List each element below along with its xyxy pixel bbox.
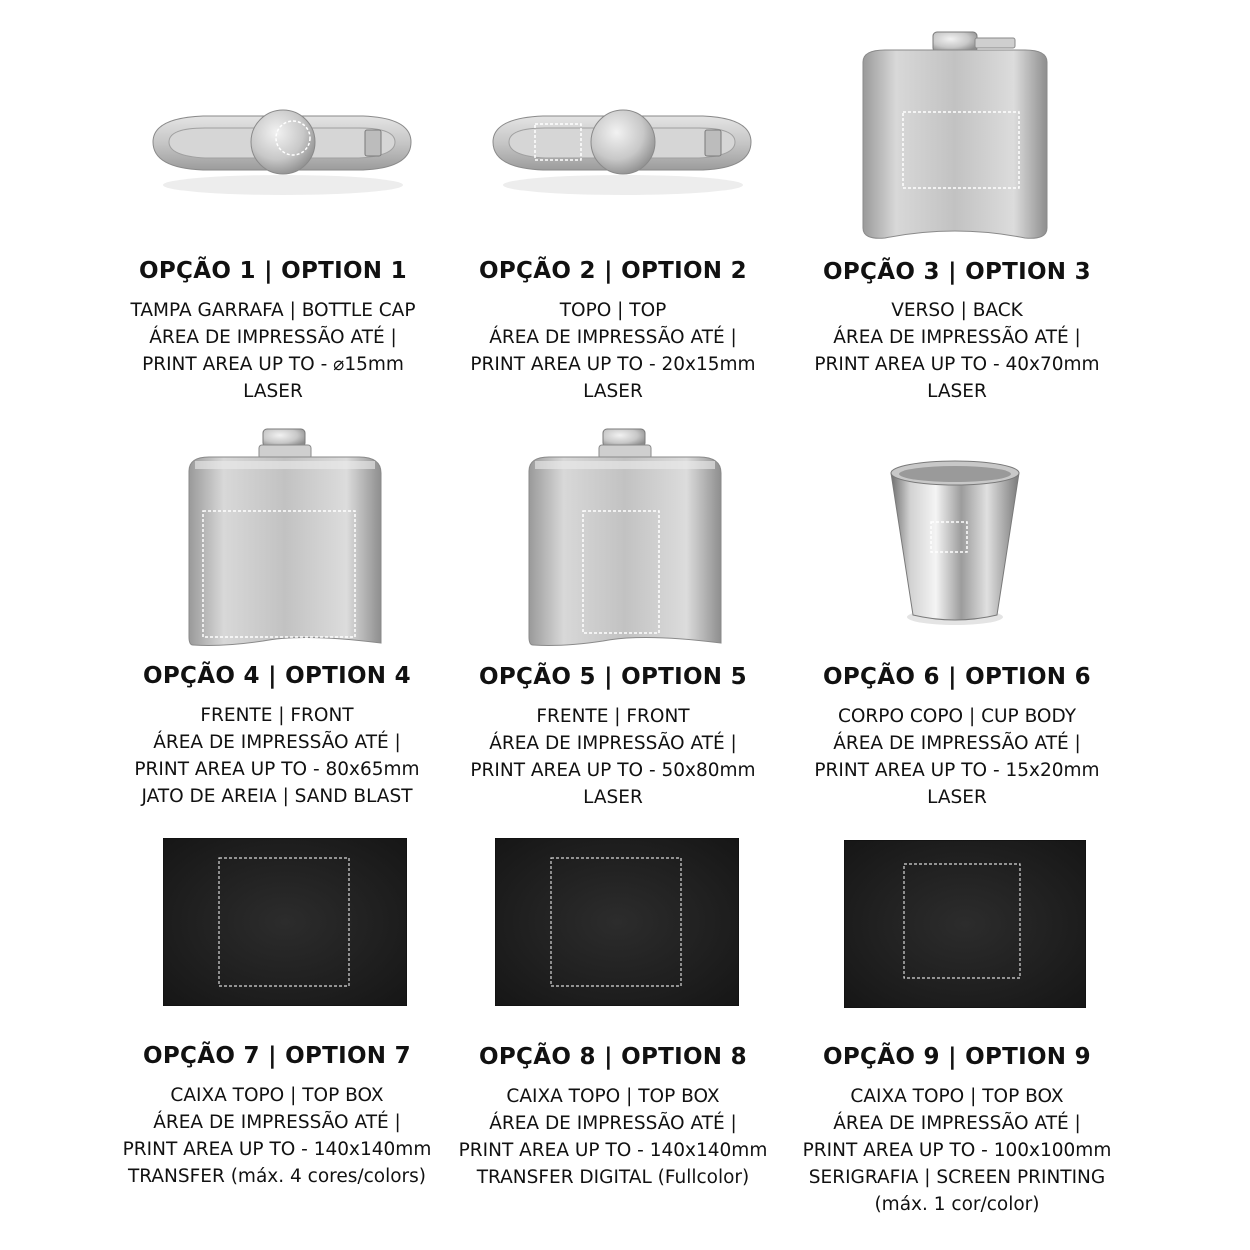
- print-technique: LASER: [927, 787, 987, 808]
- print-technique: LASER: [583, 381, 643, 402]
- option-title: OPÇÃO 8 | OPTION 8: [479, 1044, 747, 1070]
- black-box-image: [495, 838, 739, 1006]
- print-area-label: ÁREA DE IMPRESSÃO ATÉ |: [153, 1112, 401, 1133]
- print-area-size: PRINT AREA UP TO - 50x80mm: [470, 760, 756, 781]
- option-title: OPÇÃO 4 | OPTION 4: [143, 663, 411, 689]
- flask-cap-image: [143, 90, 423, 200]
- print-location: FRENTE | FRONT: [200, 705, 354, 726]
- option-description: [97, 1082, 457, 1190]
- option-description: [97, 702, 457, 810]
- print-location: TOPO | TOP: [559, 300, 667, 321]
- steel-cup-image: [885, 455, 1025, 630]
- black-box-image: [163, 838, 407, 1006]
- print-area-size: PRINT AREA UP TO - ⌀15mm: [142, 354, 404, 375]
- print-technique: TRANSFER DIGITAL (Fullcolor): [476, 1167, 750, 1188]
- flask-top-image: [483, 90, 763, 200]
- print-area-size: PRINT AREA UP TO - 140x140mm: [458, 1140, 768, 1161]
- option-title: OPÇÃO 2 | OPTION 2: [479, 258, 747, 284]
- print-location: TAMPA GARRAFA | BOTTLE CAP: [130, 300, 416, 321]
- option-description: [433, 703, 793, 811]
- print-area-size: PRINT AREA UP TO - 40x70mm: [814, 354, 1100, 375]
- print-area-size: PRINT AREA UP TO - 20x15mm: [470, 354, 756, 375]
- black-box-image: [844, 840, 1086, 1008]
- print-location: CAIXA TOPO | TOP BOX: [170, 1085, 384, 1106]
- print-area-label: ÁREA DE IMPRESSÃO ATÉ |: [489, 1113, 737, 1134]
- option-description: [433, 1083, 793, 1191]
- print-area-label: ÁREA DE IMPRESSÃO ATÉ |: [149, 327, 397, 348]
- option-title: OPÇÃO 7 | OPTION 7: [143, 1043, 411, 1069]
- print-technique: LASER: [243, 381, 303, 402]
- option-description: [93, 297, 453, 405]
- flask-front-portrait-image: [523, 425, 733, 650]
- print-location: CAIXA TOPO | TOP BOX: [506, 1086, 720, 1107]
- print-area-label: ÁREA DE IMPRESSÃO ATÉ |: [833, 733, 1081, 754]
- print-area-label: ÁREA DE IMPRESSÃO ATÉ |: [489, 327, 737, 348]
- print-location: FRENTE | FRONT: [536, 706, 690, 727]
- option-title: OPÇÃO 5 | OPTION 5: [479, 664, 747, 690]
- print-technique: TRANSFER (máx. 4 cores/colors): [128, 1166, 426, 1187]
- option-title: OPÇÃO 6 | OPTION 6: [823, 664, 1091, 690]
- print-location: CAIXA TOPO | TOP BOX: [850, 1086, 1064, 1107]
- print-technique: SERIGRAFIA | SCREEN PRINTING: [808, 1167, 1106, 1188]
- option-title: OPÇÃO 9 | OPTION 9: [823, 1044, 1091, 1070]
- option-title: OPÇÃO 3 | OPTION 3: [823, 259, 1091, 285]
- print-area-size: PRINT AREA UP TO - 140x140mm: [122, 1139, 432, 1160]
- print-technique: LASER: [927, 381, 987, 402]
- print-area-label: ÁREA DE IMPRESSÃO ATÉ |: [489, 733, 737, 754]
- print-area-label: ÁREA DE IMPRESSÃO ATÉ |: [153, 732, 401, 753]
- option-title: OPÇÃO 1 | OPTION 1: [139, 258, 407, 284]
- print-area-size: PRINT AREA UP TO - 100x100mm: [802, 1140, 1112, 1161]
- print-area-size: PRINT AREA UP TO - 80x65mm: [134, 759, 420, 780]
- print-technique-note: (máx. 1 cor/color): [874, 1194, 1040, 1215]
- print-location: VERSO | BACK: [891, 300, 1023, 321]
- print-location: CORPO COPO | CUP BODY: [837, 706, 1077, 727]
- print-area-label: ÁREA DE IMPRESSÃO ATÉ |: [833, 1113, 1081, 1134]
- print-technique: LASER: [583, 787, 643, 808]
- print-technique: JATO DE AREIA | SAND BLAST: [141, 786, 413, 807]
- flask-front-landscape-image: [183, 425, 393, 650]
- print-area-label: ÁREA DE IMPRESSÃO ATÉ |: [833, 327, 1081, 348]
- option-description: [777, 703, 1137, 811]
- option-description: [433, 297, 793, 405]
- flask-back-image: [855, 28, 1055, 248]
- option-description: [777, 1083, 1137, 1218]
- option-description: [777, 297, 1137, 405]
- print-area-size: PRINT AREA UP TO - 15x20mm: [814, 760, 1100, 781]
